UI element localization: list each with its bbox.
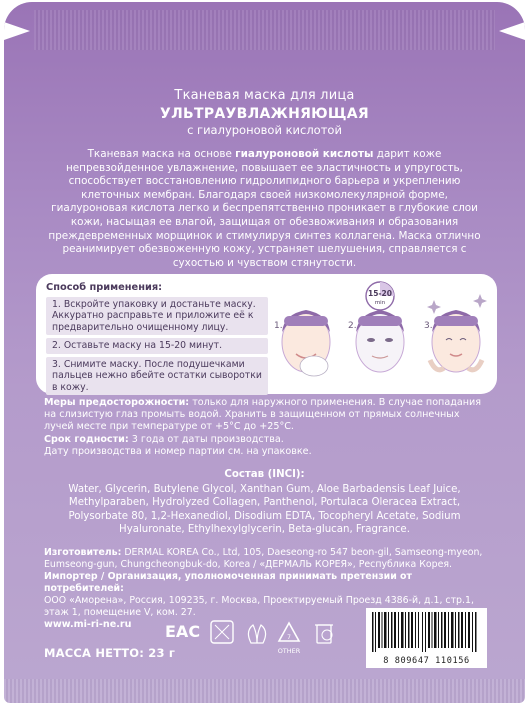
usage-step-1: 1. Вскройте упаковку и достаньте маску. Аккуратно расправьте и приложите её к предварительно очищенному лицу. (46, 297, 268, 336)
barcode-number: 8 809647 110156 (383, 656, 470, 666)
shelf-life-label: Срок годности: (44, 433, 129, 445)
tear-notch-left (4, 22, 30, 40)
date-note: Дату производства и номер партии см. на упаковке. (44, 445, 312, 457)
usage-step-2: 2. Оставьте маску на 15-20 минут. (46, 338, 268, 354)
face-step-3-icon (424, 294, 487, 372)
importer-label: Импортер / Организация, уполномоченная принимать претензии от потребителей: (44, 571, 412, 595)
face-step-2-icon (348, 310, 404, 372)
usage-panel (36, 274, 497, 394)
title-line-2: УЛЬТРАУВЛАЖНЯЮЩАЯ (159, 106, 369, 122)
step-number-1: 1. (274, 321, 283, 331)
composition-text: Water, Glycerin, Butylene Glycol, Xanthan Gum, Aloe Barbadensis Leaf Juice, Methylparaben, Hydrolyzed Collagen, Panthenol, Portulaca Oleracea Extract, Polysorbate 80, 1,2-Hexanediol, Disodium EDTA, Tocopheryl Acetate, Sodium Hyaluronate, Ethylhexylglycerin, Beta-glucan, Fragrance. (68, 484, 461, 535)
description-bold: гиалуроновой кислоты (235, 148, 374, 160)
composition-block (44, 468, 485, 536)
certification-icons (161, 615, 361, 665)
tear-notch-right (499, 22, 525, 40)
shelf-life-text: 3 года от даты производства. (128, 433, 284, 445)
step-number-2: 2. (348, 321, 357, 331)
recycle-icon (278, 623, 301, 655)
eac-mark: ЕАС (165, 622, 201, 641)
sealed-pack-icon (211, 621, 233, 643)
eac-mark-icon (165, 622, 200, 641)
barcode-bars (366, 608, 487, 654)
usage-heading: Способ применения: (46, 282, 163, 293)
timer-label: 15-20 (368, 289, 392, 298)
description-part-1: Тканевая маска на основе (87, 148, 236, 160)
top-crimp-seal (34, 10, 495, 50)
product-description (44, 148, 485, 270)
usage-step-3: 3. Снимите маску. После подушечками пальцев нежно вбейте остатки сыворотки в кожу. (46, 357, 268, 396)
trash-bin-icon (315, 625, 333, 643)
title-line-1: Тканевая маска для лица (174, 88, 355, 103)
importer-text: ООО «Аморена», Россия, 109235, г. Москва, Проектируемый Проезд 4386-й, д.1, стр.1, этаж 1, помещение V, ком. 27. (44, 595, 474, 619)
step-number-3: 3. (424, 321, 433, 331)
barcode (366, 608, 487, 668)
precautions-label: Меры предосторожности: (44, 397, 190, 408)
description-part-2: дарит коже непревзойденное увлажнение, повышает ее эластичность и упругость, способствует восстановлению гидролипидного барьера и укреплению клеточных мембран. Благодаря своей низкомолекулярной форме, гиалуроновая кислота легко и беспрепятственно проникает в глубокие слои кожи, насыщая ее влагой, защищая от обезвоживания и образования преждевременных морщинок и стимулируя синтез коллагена. Маска отлично реанимирует обезвоженную кожу, устраняет шелушения, справляется с сухостью и чувством стянутости. (48, 148, 481, 269)
timer-unit: min (374, 300, 386, 306)
product-title (4, 88, 525, 137)
maker-label: Изготовитель: (44, 547, 122, 558)
precautions-block (44, 397, 485, 458)
timer-icon (366, 282, 394, 310)
website-link[interactable]: www.mi-ri-ne.ru (44, 619, 132, 630)
net-weight: МАССА НЕТТО: 23 г (44, 646, 176, 660)
steps-illustration (268, 280, 494, 388)
title-line-3: с гиалуроновой кислотой (187, 123, 342, 137)
lotus-icon (248, 625, 265, 643)
bottom-crimp-seal (4, 679, 525, 703)
face-step-1-icon (274, 310, 330, 376)
recycle-code: OTHER (277, 647, 301, 655)
mask-packet (4, 2, 525, 703)
svg-text:7: 7 (287, 634, 291, 641)
maker-text: DERMAL KOREA Co., Ltd, 105, Daeseong-ro 547 beon-gil, Samseong-myeon, Eumseong-gun, Chungcheongbuk-do, Korea / «ДЕРМАЛЬ КОРЕЯ», Республика Корея. (44, 547, 483, 571)
composition-title: Состав (INCI): (224, 469, 305, 480)
usage-instructions (46, 282, 268, 398)
precautions-text: только для наружного применения. В случае попадания на слизистую глаз промыть водой. Хранить в защищенном от прямых солнечных лучей месте при температуре от +5°С до +25°С. (44, 397, 482, 433)
